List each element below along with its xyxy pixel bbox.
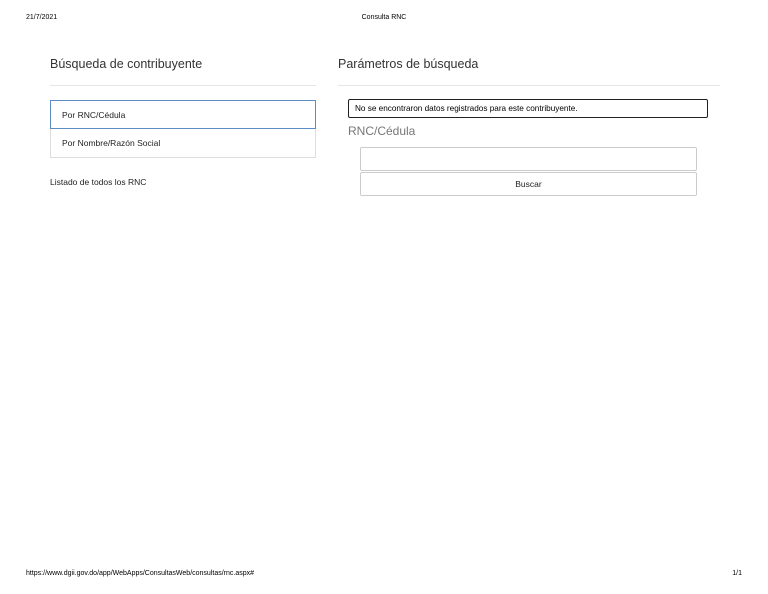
rnc-input[interactable]: [360, 147, 697, 171]
page-number: 1/1: [732, 570, 742, 577]
search-type-list: [50, 100, 316, 158]
search-type-panel: [50, 56, 316, 187]
section-divider: [50, 85, 316, 86]
page-url: https://www.dgii.gov.do/app/WebApps/ConsultasWeb/consultas/rnc.aspx#: [26, 570, 255, 577]
search-button[interactable]: Buscar: [360, 172, 697, 196]
print-header: [0, 14, 768, 26]
search-by-rnc-item[interactable]: Por RNC/Cédula: [50, 100, 316, 129]
print-date: 21/7/2021: [26, 14, 58, 21]
print-title: Consulta RNC: [361, 14, 407, 21]
search-params-heading: Parámetros de búsqueda: [338, 57, 479, 71]
search-by-name-item[interactable]: Por Nombre/Razón Social: [50, 129, 316, 158]
no-results-alert: No se encontraron datos registrados para este contribuyente.: [348, 99, 708, 118]
section-divider: [338, 85, 720, 86]
rnc-field-label: RNC/Cédula: [348, 124, 416, 138]
search-type-heading: Búsqueda de contribuyente: [50, 57, 203, 71]
print-footer: [0, 570, 768, 582]
all-rnc-list-link[interactable]: Listado de todos los RNC: [50, 177, 147, 187]
search-params-panel: [338, 56, 720, 189]
